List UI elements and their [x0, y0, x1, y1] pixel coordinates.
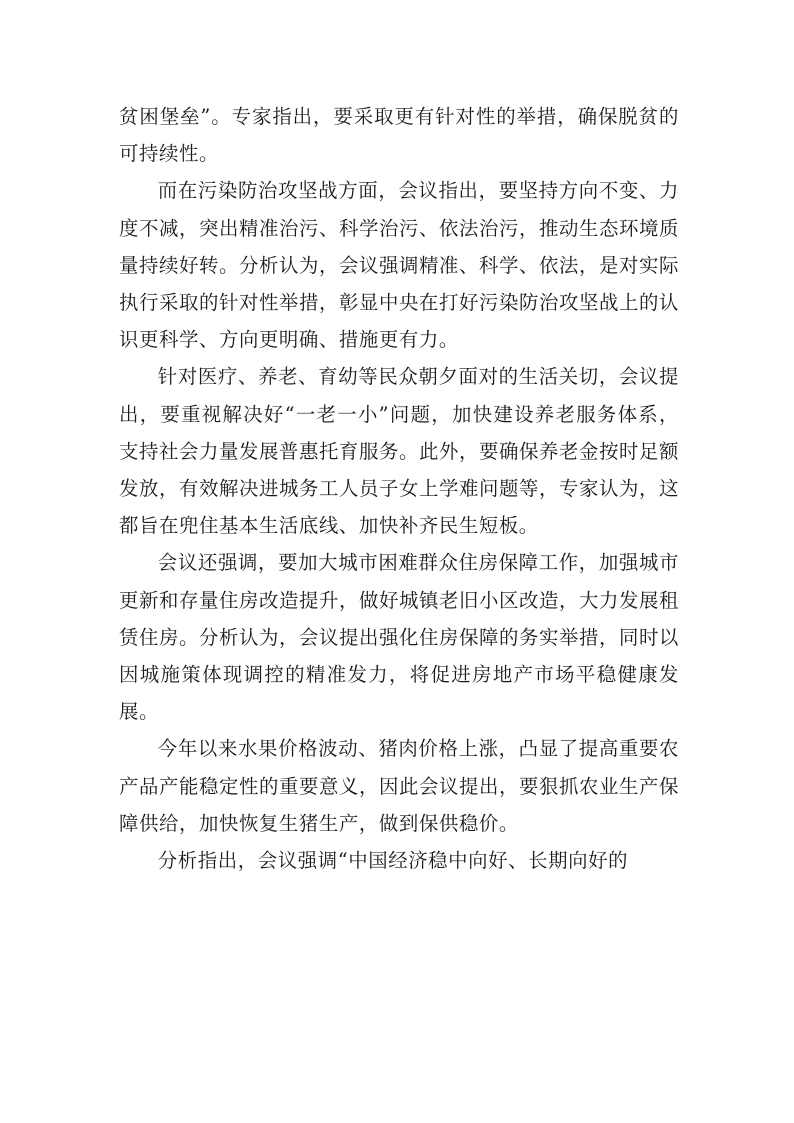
- paragraph-economy: 分析指出，会议强调“中国经济稳中向好、长期向好的: [157, 849, 629, 873]
- paragraph-continuation: 贫困堡垒”。专家指出，要采取更有针对性的举措，确保脱贫的可持续性。: [119, 105, 679, 166]
- document-body: [119, 98, 679, 879]
- paragraph-livelihood: 针对医疗、养老、育幼等民众朝夕面对的生活关切，会议提出，要重视解决好“一老一小”问题，加快建设养老服务体系，支持社会力量发展普惠托育服务。此外，要确保养老金按时足额发放，有效解决进城务工人员子女上学难问题等，专家认为，这都旨在兜住基本生活底线、加快补齐民生短板。: [119, 365, 679, 538]
- paragraph-housing: 会议还强调，要加大城市困难群众住房保障工作，加强城市更新和存量住房改造提升，做好城镇老旧小区改造，大力发展租赁住房。分析认为，会议提出强化住房保障的务实举措，同时以因城施策体现调控的精准发力，将促进房地产市场平稳健康发展。: [119, 551, 679, 724]
- paragraph-agriculture: 今年以来水果价格波动、猪肉价格上涨，凸显了提高重要农产品产能稳定性的重要意义，因此会议提出，要狠抓农业生产保障供给，加快恢复生猪生产，做到保供稳价。: [119, 737, 679, 835]
- paragraph-pollution-control: 而在污染防治攻坚战方面，会议指出，要坚持方向不变、力度不减，突出精准治污、科学治污、依法治污，推动生态环境质量持续好转。分析认为，会议强调精准、科学、依法，是对实际执行采取的针对性举措，彰显中央在打好污染防治攻坚战上的认识更科学、方向更明确、措施更有力。: [119, 179, 679, 352]
